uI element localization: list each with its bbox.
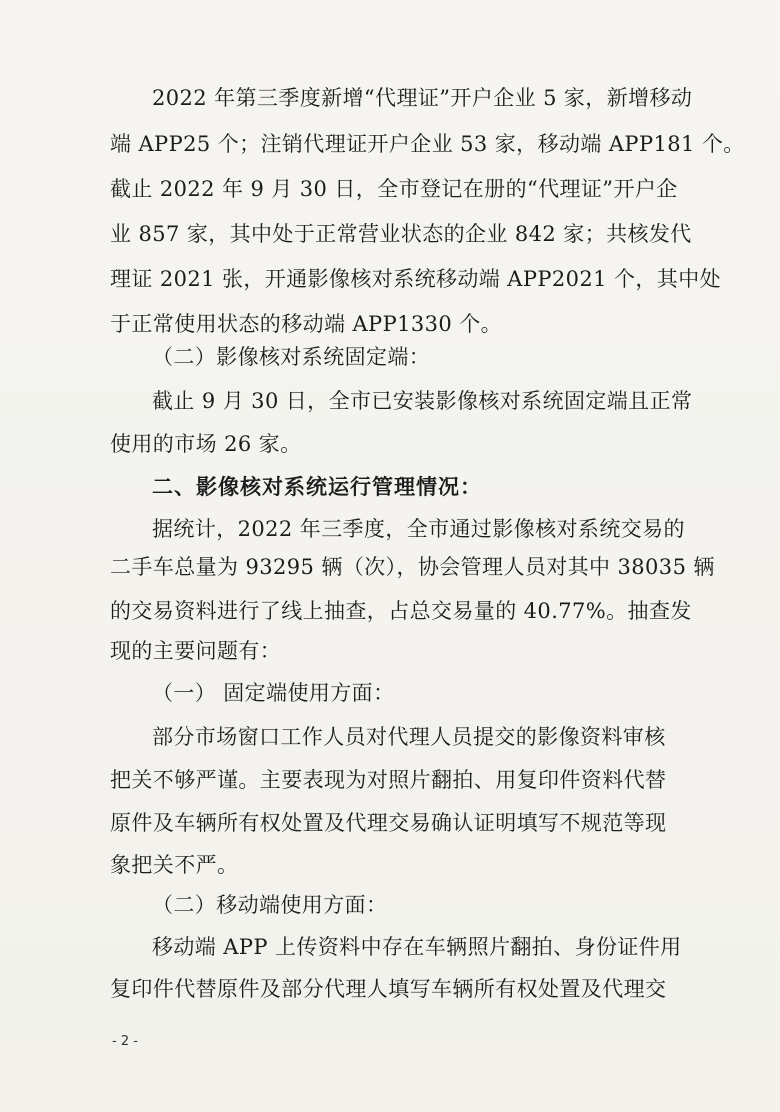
paragraph-line: 象把关不严。 bbox=[110, 853, 239, 877]
page-number: - 2 - bbox=[112, 1034, 138, 1049]
subheading: （二）影像核对系统固定端： bbox=[152, 345, 431, 369]
paragraph-line: 二手车总量为 93295 辆（次），协会管理人员对其中 38035 辆 bbox=[110, 555, 715, 579]
paragraph-line: 部分市场窗口工作人员对代理人员提交的影像资料审核 bbox=[152, 725, 666, 749]
paragraph-line: 2022 年第三季度新增“代理证”开户企业 5 家，新增移动 bbox=[152, 86, 693, 110]
paragraph-line: 的交易资料进行了线上抽查，占总交易量的 40.77%。抽查发 bbox=[110, 599, 692, 623]
paragraph-line: 把关不够严谨。主要表现为对照片翻拍、用复印件资料代替 bbox=[110, 768, 667, 792]
paragraph-line: 使用的市场 26 家。 bbox=[110, 432, 302, 456]
paragraph-line: 现的主要问题有： bbox=[110, 639, 282, 663]
paragraph-line: 截止 9 月 30 日，全市已安装影像核对系统固定端且正常 bbox=[152, 389, 693, 413]
paragraph-line: 于正常使用状态的移动端 APP1330 个。 bbox=[110, 312, 503, 336]
subheading: （一） 固定端使用方面： bbox=[152, 681, 395, 705]
subheading: （二）移动端使用方面： bbox=[152, 893, 388, 917]
paragraph-line: 理证 2021 张，开通影像核对系统移动端 APP2021 个，其中处 bbox=[110, 267, 722, 291]
paragraph-line: 截止 2022 年 9 月 30 日，全市登记在册的“代理证”开户企 bbox=[110, 177, 678, 201]
paragraph-line: 复印件代替原件及部分代理人填写车辆所有权处置及代理交 bbox=[110, 977, 667, 1001]
paragraph-line: 原件及车辆所有权处置及代理交易确认证明填写不规范等现 bbox=[110, 811, 667, 835]
paragraph-line: 据统计，2022 年三季度，全市通过影像核对系统交易的 bbox=[152, 517, 685, 541]
section-heading: 二、影像核对系统运行管理情况： bbox=[152, 475, 482, 499]
paragraph-line: 业 857 家，其中处于正常营业状态的企业 842 家；共核发代 bbox=[110, 222, 692, 246]
paragraph-line: 移动端 APP 上传资料中存在车辆照片翻拍、身份证件用 bbox=[152, 935, 682, 959]
paragraph-line: 端 APP25 个；注销代理证开户企业 53 家，移动端 APP181 个。 bbox=[110, 132, 745, 156]
